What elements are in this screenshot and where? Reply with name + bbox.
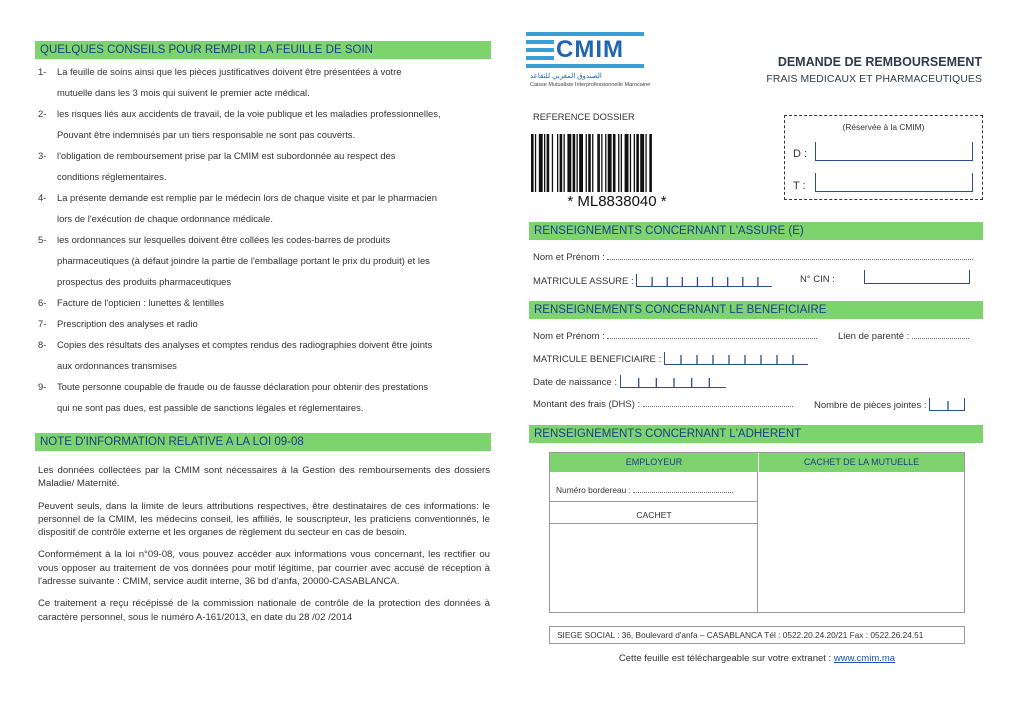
tip-text: aux ordonnances transmises	[57, 360, 177, 371]
tip-line	[38, 313, 490, 334]
t-label: T :	[793, 180, 806, 192]
tip-number: 5-	[38, 234, 47, 245]
barcode-bar	[621, 134, 622, 192]
tip-number: 6-	[38, 297, 47, 308]
tip-line	[38, 355, 490, 376]
barcode-bar	[552, 134, 553, 192]
tip-line	[38, 61, 490, 82]
note-paragraph: Peuvent seuls, dans la limite de leurs attributions respectives, être destinataires de ces informations: le personnel de la CMIM, les médecins conseil, les affiliés, le souscripteur, les praticiens conventionnés, le dispositif de contrôle externe et les organes de règlement du secteur en cas de besoin.	[38, 500, 490, 539]
tip-text: Facture de l'opticien : lunettes & lentilles	[57, 297, 224, 308]
reference-label: REFERENCE DOSSIER	[533, 112, 635, 122]
barcode-bar	[564, 134, 565, 192]
tip-line	[38, 292, 490, 313]
pieces-row	[814, 398, 965, 411]
barcode-bar	[535, 134, 536, 192]
d-field[interactable]	[815, 142, 973, 161]
pieces-field[interactable]	[929, 398, 965, 411]
barcode-bar	[645, 134, 646, 192]
barcode-bar	[597, 134, 600, 192]
note-information	[38, 464, 490, 633]
note-header: NOTE D'INFORMATION RELATIVE A LA LOI 09-08	[35, 433, 491, 451]
employeur-column	[550, 453, 758, 612]
barcode-bar	[605, 134, 606, 192]
benef-matricule-field[interactable]	[664, 352, 808, 365]
montant-row	[533, 398, 793, 410]
benef-nom-row	[533, 330, 817, 342]
tip-line	[38, 187, 490, 208]
tip-text: La feuille de soins ainsi que les pièces justificatives doivent être présentées à votre	[57, 66, 402, 77]
document-title: DEMANDE DE REMBOURSEMENT	[777, 55, 982, 69]
tip-text: qui ne sont pas dues, est passible de sanctions légales et réglementaires.	[57, 402, 364, 413]
assure-nom-row	[533, 251, 973, 263]
tip-number	[38, 355, 57, 376]
barcode-bar	[640, 134, 644, 192]
assure-nom-field[interactable]	[607, 251, 973, 260]
tip-line	[38, 376, 490, 397]
assure-header: RENSEIGNEMENTS CONCERNANT L'ASSURE (E)	[529, 222, 983, 240]
barcode-bar	[544, 134, 545, 192]
tip-line	[38, 166, 490, 187]
tip-text: Toute personne coupable de fraude ou de fausse déclaration pour obtenir des prestations	[57, 381, 429, 392]
note-paragraph: Conformément à la loi n°09-08, vous pouvez accéder aux informations vous concernant, les rectifier ou vous opposer au traitement de vos données pour motif légitime, par courrier avec accusé de réception à l'adresse suivante : CMIM, service audit interne, 36 bd d'anfa, 20000-CASABLANCA.	[38, 549, 490, 588]
tip-line	[38, 229, 490, 250]
tip-number: 4-	[38, 192, 47, 203]
tip-number: 1-	[38, 66, 47, 77]
tip-number	[38, 208, 57, 229]
barcode-bar	[625, 134, 629, 192]
logo-subtitle: Caisse Mutualiste Interprofessionnelle Marocaine	[530, 82, 651, 88]
assure-matricule-field[interactable]	[636, 274, 772, 287]
tip-text: les ordonnances sur lesquelles doivent être collées les codes-barres de produits	[57, 234, 391, 245]
barcode-bar	[547, 134, 550, 192]
cachet-mutuelle-header: CACHET DE LA MUTUELLE	[759, 453, 964, 472]
tip-line	[38, 124, 490, 145]
d-label: D :	[793, 148, 808, 160]
cin-label: N° CIN :	[800, 274, 835, 285]
bordereau-row	[556, 484, 733, 495]
tip-number	[38, 271, 57, 292]
assure-matricule-label: MATRICULE ASSURE :	[533, 276, 634, 287]
barcode-bar	[613, 134, 616, 192]
conseils-header: QUELQUES CONSEILS POUR REMPLIR LA FEUILLE DE SOIN	[35, 41, 491, 59]
assure-matricule-row	[533, 274, 772, 287]
tip-text: pharmaceutiques (à défaut joindre la partie de l'emballage portant le prix du produit) et les	[57, 255, 430, 266]
tip-text: prospectus des produits pharmaceutiques	[57, 276, 232, 287]
barcode-bar	[588, 134, 591, 192]
naissance-label: Date de naissance :	[533, 377, 617, 388]
beneficiaire-header: RENSEIGNEMENTS CONCERNANT LE BENEFICIAIRE	[529, 301, 983, 319]
lien-field[interactable]	[912, 330, 969, 339]
tip-line	[38, 397, 490, 418]
cin-field[interactable]	[864, 270, 970, 284]
tip-text: La présente demande est remplie par le médecin lors de chaque visite et par le pharmacien	[57, 192, 437, 203]
tip-line	[38, 145, 490, 166]
barcode-bar	[634, 134, 635, 192]
barcode-bar	[531, 134, 534, 192]
t-field[interactable]	[815, 173, 973, 192]
cmim-logo	[526, 28, 651, 92]
barcode-bar	[577, 134, 578, 192]
barcode-bar	[592, 134, 593, 192]
benef-nom-label: Nom et Prénom :	[533, 331, 605, 342]
tip-line	[38, 271, 490, 292]
tip-number	[38, 397, 57, 418]
tip-number: 8-	[38, 339, 47, 350]
tip-text: Pouvant être indemnisés par un tiers responsable ne sont pas couverts.	[57, 129, 356, 140]
barcode-text: * ML8838040 *	[567, 193, 667, 210]
barcode	[531, 134, 703, 192]
tip-number: 9-	[38, 381, 47, 392]
tip-line	[38, 334, 490, 355]
extranet-text: Cette feuille est téléchargeable sur votre extranet :	[618, 653, 832, 664]
barcode-bar	[573, 134, 576, 192]
barcode-bar	[586, 134, 587, 192]
assure-nom-label: Nom et Prénom :	[533, 252, 605, 263]
tip-line	[38, 103, 490, 124]
cachet-label: CACHET	[636, 510, 672, 520]
montant-label: Montant des frais (DHS) :	[533, 399, 641, 410]
tip-text: mutuelle dans les 3 mois qui suivent le premier acte médical.	[57, 87, 310, 98]
tip-line	[38, 250, 490, 271]
barcode-bar	[618, 134, 619, 192]
extranet-link[interactable]: www.cmim.ma	[833, 653, 896, 664]
barcode-bar	[630, 134, 631, 192]
tip-text: l'obligation de remboursement prise par la CMIM est subordonnée au respect des	[57, 150, 396, 161]
employeur-header: EMPLOYEUR	[550, 453, 758, 472]
tip-line	[38, 208, 490, 229]
logo-arabic: الصندوق المغربي للتقاعد	[530, 73, 602, 80]
extranet-line	[549, 653, 965, 664]
barcode-bar	[579, 134, 583, 192]
barcode-bar	[608, 134, 612, 192]
barcode-bar	[649, 134, 652, 192]
tip-line	[38, 82, 490, 103]
barcode-bar	[636, 134, 639, 192]
tip-number	[38, 250, 57, 271]
bordereau-field[interactable]	[633, 484, 733, 493]
tip-text: Prescription des analyses et radio	[57, 318, 198, 329]
barcode-bar	[601, 134, 602, 192]
barcode-bar	[567, 134, 571, 192]
tip-number	[38, 166, 57, 187]
pieces-label: Nombre de pièces jointes :	[814, 400, 927, 411]
benef-matricule-row	[533, 352, 808, 365]
tip-text: lors de l'exécution de chaque ordonnance médicale.	[57, 213, 273, 224]
reserve-cmim-box	[784, 115, 983, 200]
tip-number: 3-	[38, 150, 47, 161]
note-paragraph: Les données collectées par la CMIM sont nécessaires à la Gestion des remboursements des dossiers Maladie/ Maternité.	[38, 465, 490, 490]
naissance-row	[533, 375, 726, 388]
tips-list	[38, 61, 490, 418]
tip-number: 7-	[38, 318, 47, 329]
tip-text: conditions réglementaires.	[57, 171, 167, 182]
tip-number	[38, 82, 57, 103]
benef-matricule-label: MATRICULE BENEFICIAIRE :	[533, 354, 662, 365]
logo-text: CMIM	[556, 36, 624, 63]
document-subtitle: FRAIS MEDICAUX ET PHARMACEUTIQUES	[766, 74, 982, 85]
tip-text: Copies des résultats des analyses et comptes rendus des radiographies doivent être joints	[57, 339, 433, 350]
adherent-table	[549, 452, 965, 613]
tip-number: 2-	[38, 108, 47, 119]
reserve-label: (Réservée à la CMIM)	[842, 122, 925, 132]
montant-field[interactable]	[643, 398, 793, 407]
siege-social: SIEGE SOCIAL : 36, Boulevard d'anfa – CASABLANCA Tél : 0522.20.24.20/21 Fax : 0522.26.24.51	[549, 626, 965, 644]
tip-text: les risques liés aux accidents de travail, de la voie publique et les maladies professionnelles,	[57, 108, 441, 119]
adherent-header: RENSEIGNEMENTS CONCERNANT L'ADHERENT	[529, 425, 983, 443]
barcode-bar	[557, 134, 558, 192]
barcode-bar	[539, 134, 543, 192]
barcode-bar	[560, 134, 563, 192]
tip-number	[38, 124, 57, 145]
naissance-field[interactable]	[620, 375, 726, 388]
benef-nom-field[interactable]	[607, 330, 817, 339]
note-paragraph: Ce traitement a reçu récépissé de la commission nationale de contrôle de la protection des données à caractère personnel, sous le numéro A-161/2013, en date du 28 /02 /2014	[38, 598, 490, 623]
lien-label: Lien de parenté :	[838, 331, 910, 342]
bordereau-label: Numéro bordereau :	[556, 485, 631, 495]
lien-row	[838, 330, 969, 342]
